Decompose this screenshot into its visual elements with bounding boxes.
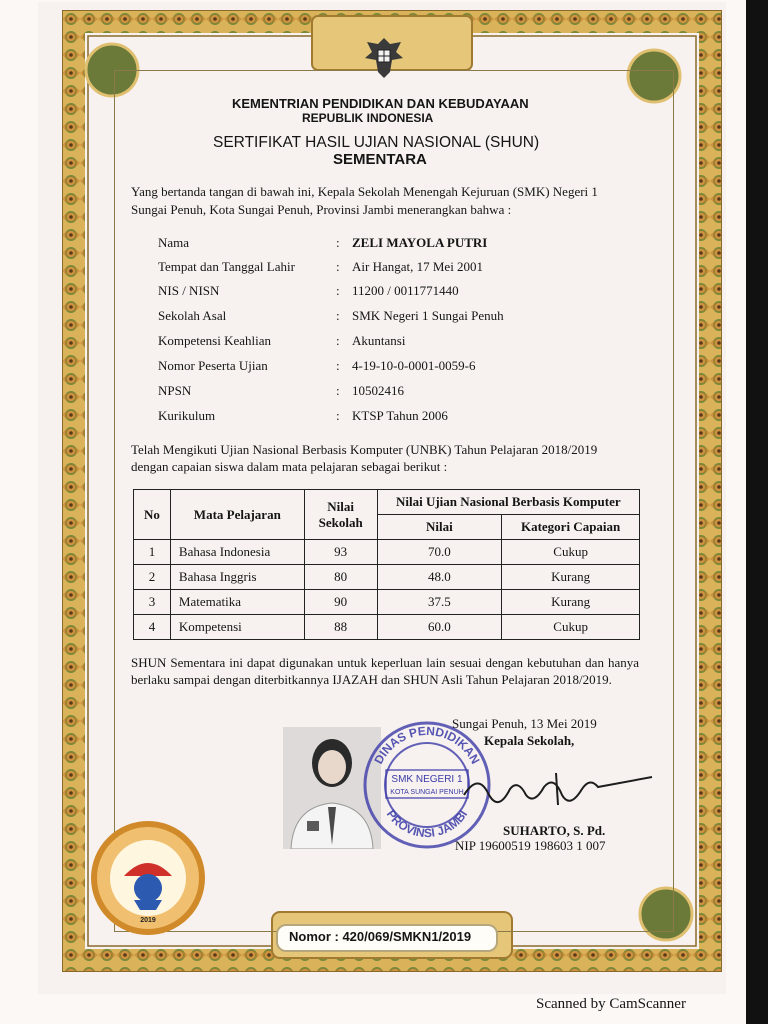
field-label-npsn: NPSN — [158, 383, 192, 398]
cell-no: 4 — [134, 615, 171, 640]
field-label-kurikulum: Kurikulum — [158, 408, 216, 423]
field-value-npsn: 10502416 — [352, 383, 404, 398]
stamp-bottom-text: PROVINSI JAMBI — [383, 807, 471, 841]
field-value-sekolah: SMK Negeri 1 Sungai Penuh — [352, 308, 504, 323]
grades-table — [133, 489, 640, 640]
field-label-sekolah: Sekolah Asal — [158, 308, 227, 323]
handwritten-signature — [458, 765, 658, 817]
signature-nip: NIP 19600519 198603 1 007 — [455, 838, 606, 853]
signature-title: Kepala Sekolah, — [484, 733, 575, 748]
stamp-center-1: SMK NEGERI 1 — [391, 774, 463, 785]
cell-score: 48.0 — [377, 565, 502, 590]
exam-intro-paragraph — [131, 441, 597, 475]
table-row — [134, 590, 640, 615]
scanner-watermark: Scanned by CamScanner — [536, 996, 686, 1012]
cell-category: Kurang — [502, 590, 640, 615]
stamp-top-text: DINAS PENDIDIKAN — [371, 723, 483, 767]
cell-no: 3 — [134, 590, 171, 615]
field-value-nis: 11200 / 0011771440 — [352, 283, 459, 298]
cell-category: Cukup — [502, 540, 640, 565]
header-category: Kategori Capaian — [502, 515, 640, 540]
field-colon: : — [336, 383, 340, 398]
field-colon: : — [336, 283, 340, 298]
cell-school: 90 — [304, 590, 377, 615]
field-label-nama: Nama — [158, 235, 190, 250]
cell-category: Kurang — [502, 565, 640, 590]
ministry-heading: KEMENTRIAN PENDIDIKAN DAN KEBUDAYAAN — [232, 96, 529, 111]
table-row — [134, 615, 640, 640]
field-colon: : — [336, 333, 340, 348]
cell-category: Cukup — [502, 615, 640, 640]
header-no: No — [134, 490, 171, 540]
field-label-ttl: Tempat dan Tanggal Lahir — [158, 259, 295, 274]
cell-score: 60.0 — [377, 615, 502, 640]
field-colon: : — [336, 408, 340, 423]
certificate-title: SERTIFIKAT HASIL UJIAN NASIONAL (SHUN) — [213, 134, 540, 151]
cell-no: 1 — [134, 540, 171, 565]
header-subject: Mata Pelajaran — [170, 490, 304, 540]
intro-line-1: Yang bertanda tangan di bawah ini, Kepala Sekolah Menengah Kejuruan (SMK) Negeri 1 — [131, 184, 598, 199]
table-row — [134, 565, 640, 590]
cell-subject: Matematika — [170, 590, 304, 615]
cell-subject: Bahasa Indonesia — [170, 540, 304, 565]
field-label-nomor-peserta: Nomor Peserta Ujian — [158, 358, 268, 373]
cell-subject: Kompetensi — [170, 615, 304, 640]
field-value-nama: ZELI MAYOLA PUTRI — [352, 235, 488, 250]
field-label-kompetensi: Kompetensi Keahlian — [158, 333, 271, 348]
header-unbk-group: Nilai Ujian Nasional Berbasis Komputer — [377, 490, 639, 515]
field-label-nis: NIS / NISN — [158, 283, 220, 298]
certificate-number: Nomor : 420/069/SMKN1/2019 — [289, 929, 472, 944]
exam-intro-line-2: dengan capaian siswa dalam mata pelajaran sebagai berikut : — [131, 459, 448, 474]
header-school-score-line2: Sekolah — [318, 514, 363, 530]
field-colon: : — [336, 235, 340, 250]
scan-edge — [746, 0, 768, 1024]
closing-paragraph: SHUN Sementara ini dapat digunakan untuk keperluan lain sesuai dengan kebutuhan dan hanya berlaku sampai dengan diterbitkannya IJAZAH dan SHUN Asli Tahun Pelajaran 2018/2019. — [131, 655, 639, 687]
field-value-nomor-peserta: 4-19-10-0-0001-0059-6 — [352, 358, 476, 373]
cell-school: 93 — [304, 540, 377, 565]
field-value-kompetensi: Akuntansi — [352, 333, 406, 348]
header-school-score — [304, 490, 377, 540]
field-colon: : — [336, 259, 340, 274]
intro-paragraph — [131, 183, 598, 219]
header-school-score-line1: Nilai — [327, 498, 355, 514]
field-colon: : — [336, 358, 340, 373]
table-row — [134, 540, 640, 565]
intro-line-2: Sungai Penuh, Kota Sungai Penuh, Provinsi Jambi menerangkan bahwa : — [131, 202, 512, 217]
ministry-logo — [90, 820, 206, 936]
cell-score: 70.0 — [377, 540, 502, 565]
cell-subject: Bahasa Inggris — [170, 565, 304, 590]
signature-place-date: Sungai Penuh, 13 Mei 2019 — [452, 716, 597, 731]
cell-no: 2 — [134, 565, 171, 590]
cell-school: 88 — [304, 615, 377, 640]
stamp-center-2: KOTA SUNGAI PENUH — [390, 789, 464, 796]
certificate-subtitle: SEMENTARA — [333, 151, 427, 168]
field-colon: : — [336, 308, 340, 323]
exam-intro-line-1: Telah Mengikuti Ujian Nasional Berbasis Komputer (UNBK) Tahun Pelajaran 2018/2019 — [131, 442, 598, 457]
logo-year: 2019 — [140, 917, 156, 924]
cell-school: 80 — [304, 565, 377, 590]
field-value-kurikulum: KTSP Tahun 2006 — [352, 408, 448, 423]
cell-score: 37.5 — [377, 590, 502, 615]
signature-name: SUHARTO, S. Pd. — [503, 823, 606, 838]
field-value-ttl: Air Hangat, 17 Mei 2001 — [352, 259, 484, 274]
garuda-emblem-icon — [363, 34, 405, 80]
republic-heading: REPUBLIK INDONESIA — [302, 111, 434, 125]
header-score: Nilai — [377, 515, 502, 540]
